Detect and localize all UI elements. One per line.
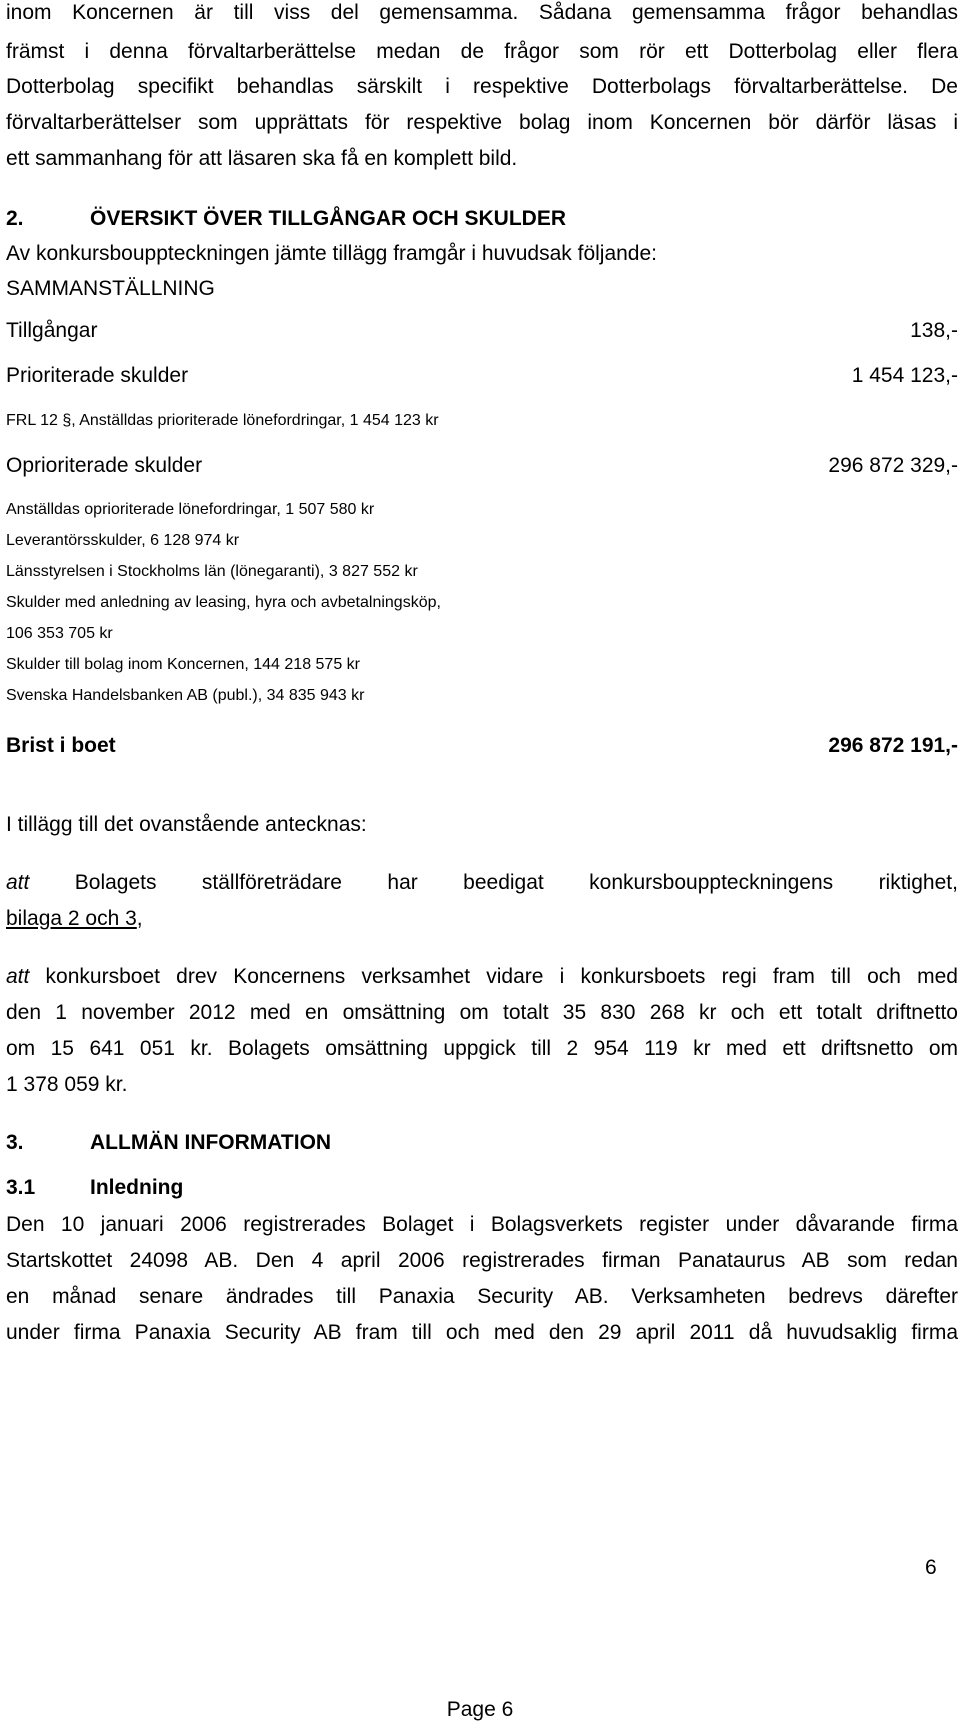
priority-debts-detail: FRL 12 §, Anställdas prioriterade lönefordringar, 1 454 123 kr [6, 412, 439, 429]
summary-title: SAMMANSTÄLLNING [6, 277, 215, 300]
nonpriority-detail-4: Skulder med anledning av leasing, hyra och avbetalningsköp, [6, 594, 441, 611]
note-1-word: ställföreträdare [201, 871, 342, 894]
section-3-line-3: en månad senare ändrades till Panaxia Security AB. Verksamheten bedrevs därefter [6, 1285, 958, 1308]
section-3-number: 3. [6, 1131, 24, 1154]
section-2-number: 2. [6, 207, 24, 230]
deficit-value: 296 872 191,- [828, 734, 958, 757]
note-1-line-2 [6, 906, 958, 932]
intro-line-5: ett sammanhang för att läsaren ska få en komplett bild. [6, 147, 518, 170]
priority-debts-value: 1 454 123,- [851, 364, 958, 387]
note-1-word: konkursbouppteckningens [589, 871, 834, 894]
intro-line-1: inom Koncernen är till viss del gemensamma. Sådana gemensamma frågor behandlas [6, 1, 958, 24]
note-1-line-2-rest: , [136, 907, 143, 930]
section-3-heading [6, 1130, 958, 1156]
section-2-intro: Av konkursbouppteckningen jämte tillägg framgår i huvudsak följande: [6, 242, 657, 265]
nonpriority-debts-label: Oprioriterade skulder [6, 454, 203, 477]
intro-line-4: förvaltarberättelser som upprättats för respektive bolag inom Koncernen bör därför läsas i [6, 111, 958, 134]
section-3-1-number: 3.1 [6, 1176, 36, 1199]
assets-row [6, 318, 958, 344]
deficit-row [6, 733, 958, 759]
page-number: 6 [925, 1556, 937, 1579]
note-1-att: att [6, 871, 30, 894]
nonpriority-detail-6: Skulder till bolag inom Koncernen, 144 218 575 kr [6, 656, 360, 673]
note-2-line-1 [6, 964, 958, 990]
section-2-heading [6, 206, 958, 232]
addendum-intro: I tillägg till det ovanstående antecknas: [6, 813, 367, 836]
nonpriority-detail-1: Anställdas oprioriterade lönefordringar, 1 507 580 kr [6, 501, 375, 518]
section-2-title: ÖVERSIKT ÖVER TILLGÅNGAR OCH SKULDER [90, 207, 567, 230]
section-3-1-title: Inledning [90, 1176, 184, 1199]
nonpriority-debts-value: 296 872 329,- [828, 454, 958, 477]
intro-line-3: Dotterbolag specifikt behandlas särskilt i respektive Dotterbolags förvaltarberättelse. De [6, 75, 958, 98]
section-3-line-2: Startskottet 24098 AB. Den 4 april 2006 registrerades firman Panataurus AB som redan [6, 1249, 958, 1272]
nonpriority-detail-2: Leverantörsskulder, 6 128 974 kr [6, 532, 240, 549]
appendix-link[interactable]: bilaga 2 och 3 [6, 907, 137, 930]
priority-debts-label: Prioriterade skulder [6, 364, 189, 387]
note-1-word: har [387, 871, 418, 894]
note-1-line-1 [6, 870, 958, 896]
note-2-line-4: 1 378 059 kr. [6, 1073, 128, 1096]
note-2-line-3: om 15 641 051 kr. Bolagets omsättning uppgick till 2 954 119 kr med ett driftsnetto om [6, 1037, 958, 1060]
note-2-line-2: den 1 november 2012 med en omsättning om totalt 35 830 268 kr och ett totalt driftnetto [6, 1001, 958, 1024]
priority-debts-row [6, 363, 958, 389]
nonpriority-detail-7: Svenska Handelsbanken AB (publ.), 34 835 943 kr [6, 687, 365, 704]
intro-line-2: främst i denna förvaltarberättelse medan de frågor som rör ett Dotterbolag eller flera [6, 40, 958, 63]
note-1-word: riktighet, [878, 871, 958, 894]
section-3-1-heading [6, 1175, 958, 1201]
nonpriority-debts-row [6, 453, 958, 479]
deficit-label: Brist i boet [6, 734, 116, 757]
page-footer: Page 6 [446, 1698, 514, 1721]
nonpriority-detail-5: 106 353 705 kr [6, 625, 113, 642]
note-1-word: Bolagets [74, 871, 157, 894]
section-3-title: ALLMÄN INFORMATION [90, 1131, 332, 1154]
section-3-line-4: under firma Panaxia Security AB fram till och med den 29 april 2011 då huvudsaklig firma [6, 1321, 958, 1344]
note-2-att: att [6, 965, 30, 988]
assets-label: Tillgångar [6, 319, 98, 342]
note-1-word: beedigat [463, 871, 544, 894]
nonpriority-detail-3: Länsstyrelsen i Stockholms län (lönegaranti), 3 827 552 kr [6, 563, 418, 580]
assets-value: 138,- [910, 319, 958, 342]
note-2-line-1-text: konkursboet drev Koncernens verksamhet vidare i konkursboets regi fram till och med [29, 965, 958, 988]
section-3-line-1: Den 10 januari 2006 registrerades Bolaget i Bolagsverkets register under dåvarande firma [6, 1213, 958, 1236]
